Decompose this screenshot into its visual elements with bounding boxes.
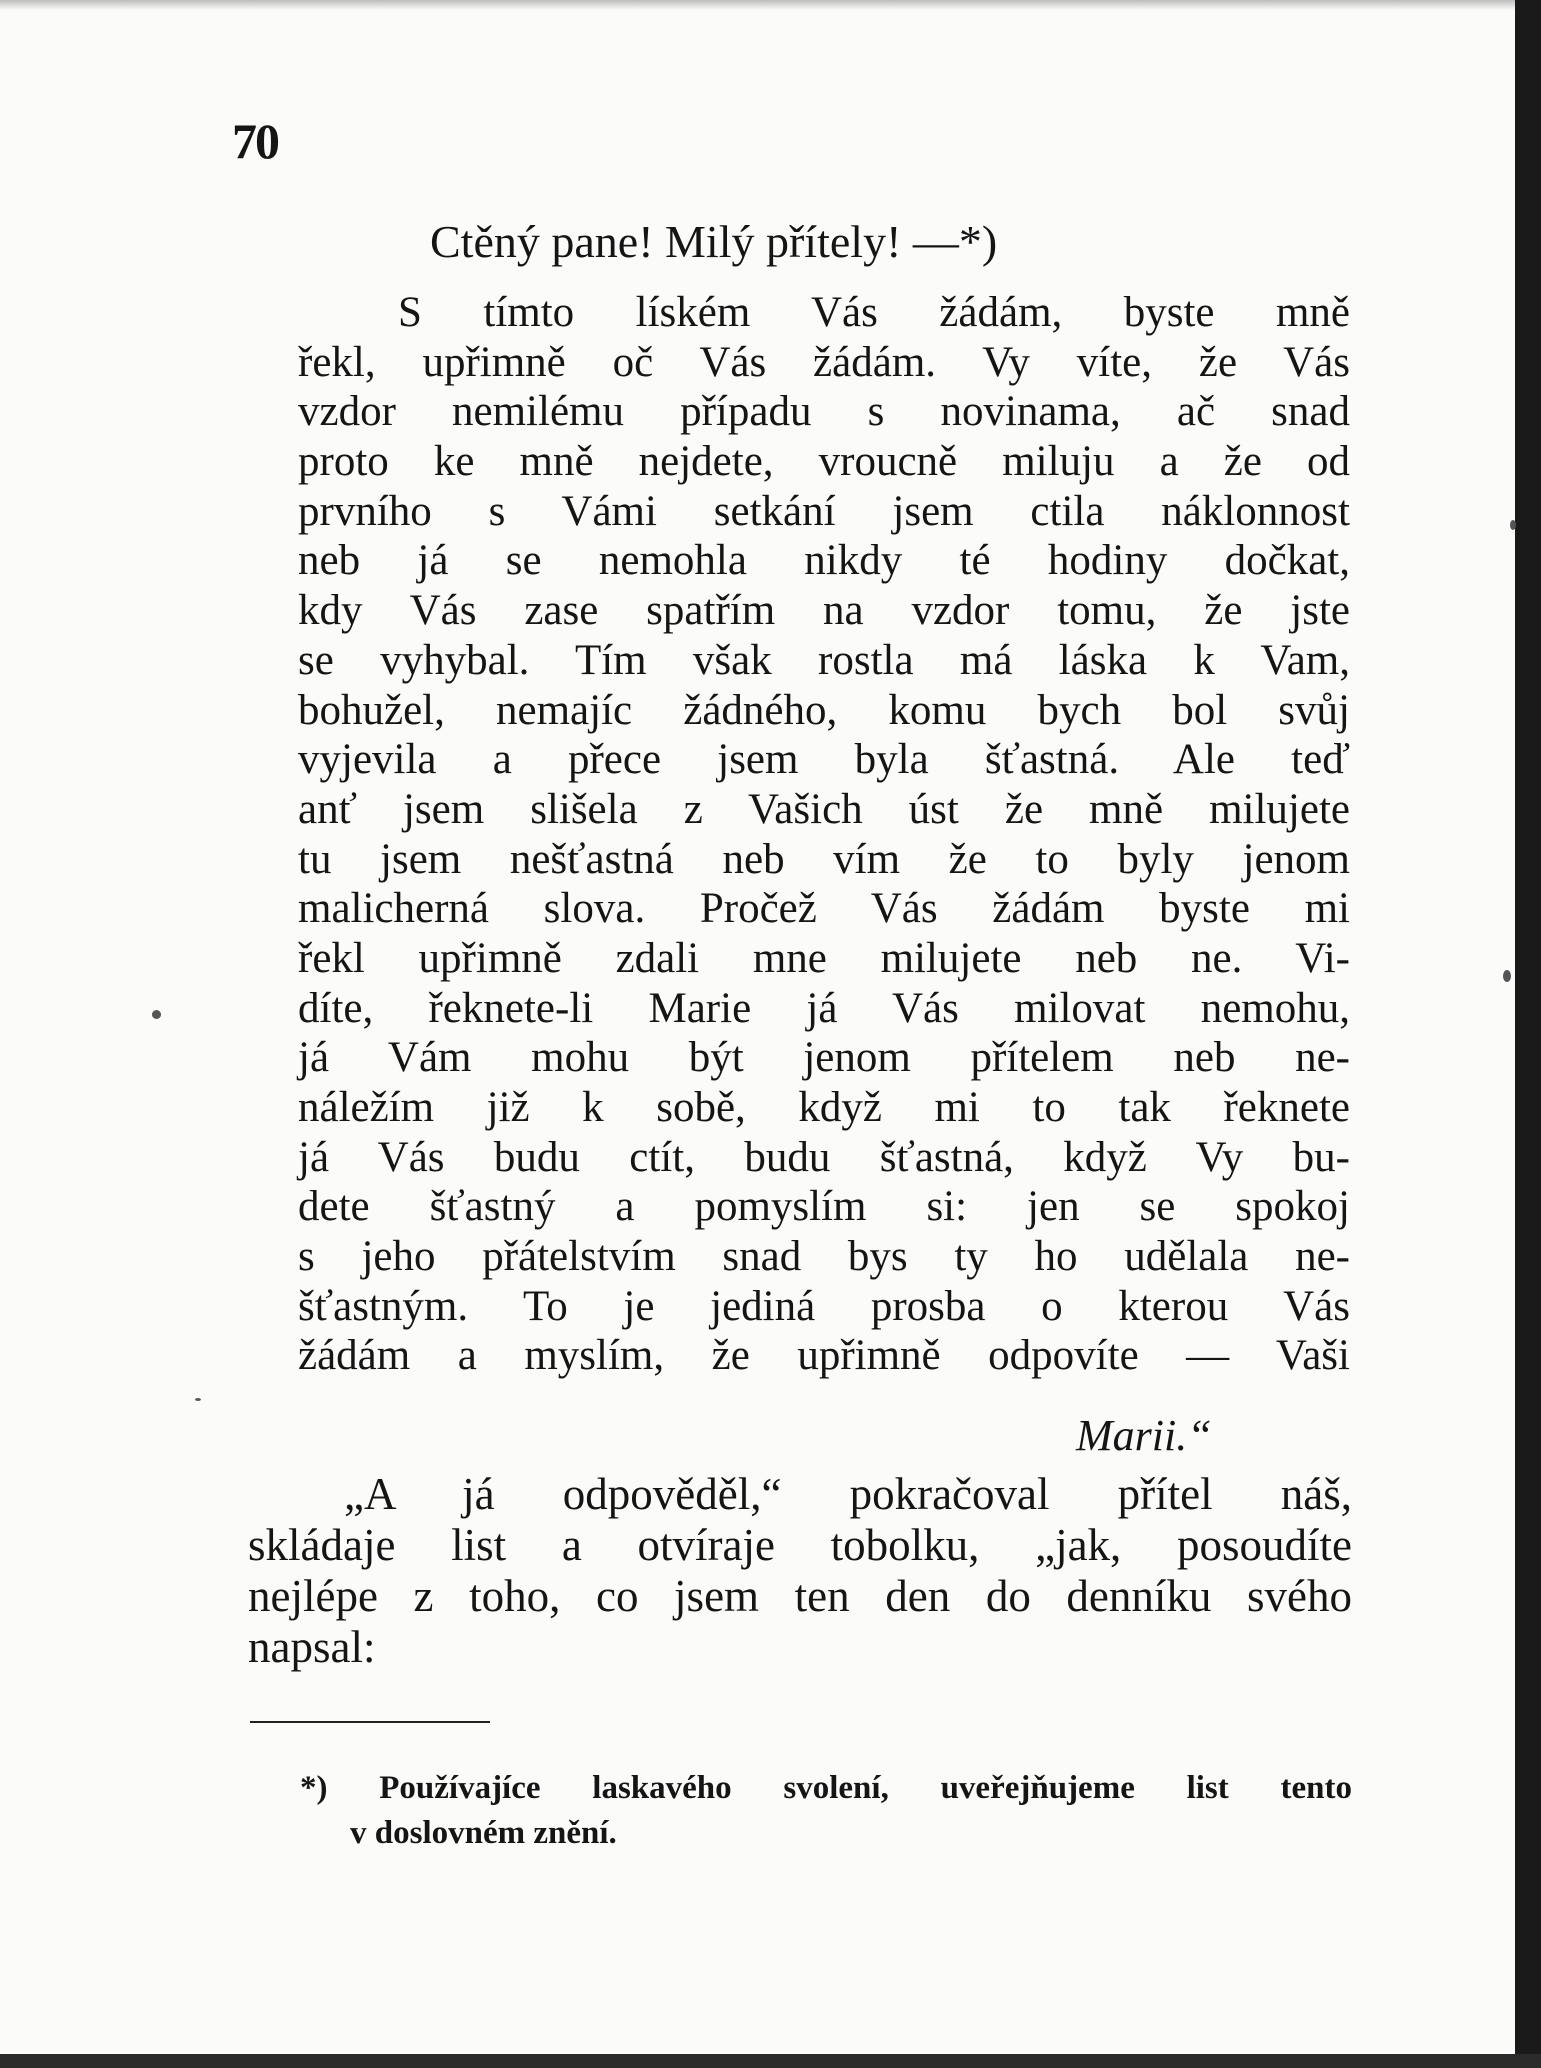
footnote-line: *) Používajíce laskavého svolení, uveřejňujeme list tento <box>300 1770 1352 1806</box>
scan-speck <box>1503 970 1511 982</box>
narrative-line: napsal: <box>248 1622 376 1672</box>
letter-line: S tímto líském Vás žádám, byste mně <box>398 289 1350 336</box>
scan-speck <box>152 1010 161 1019</box>
letter-signature: Marii.“ <box>1076 1411 1212 1460</box>
scan-speck <box>1510 520 1516 530</box>
narrative-line: skládaje list a otvíraje tobolku, „jak, posoudíte <box>248 1520 1352 1570</box>
letter-line: žádám a myslím, že upřimně odpovíte — Vaši <box>298 1332 1350 1380</box>
letter-line: já Vás budu ctít, budu šťastná, když Vy bu- <box>298 1133 1350 1181</box>
letter-line: malicherná slova. Pročež Vás žádám byste mi <box>298 885 1350 933</box>
letter-line: neb já se nemohla nikdy té hodiny dočkat, <box>298 537 1350 585</box>
letter-line: anť jsem slišela z Vašich úst že mně milujete <box>298 785 1350 833</box>
footnote-divider <box>250 1721 490 1723</box>
scan-edge-top <box>0 0 1541 10</box>
letter-line: díte, řeknete-li Marie já Vás milovat nemohu, <box>298 984 1350 1032</box>
letter-line: s jeho přátelstvím snad bys ty ho udělala ne- <box>298 1233 1350 1281</box>
letter-line: vzdor nemilému případu s novinama, ač snad <box>298 388 1350 436</box>
letter-body <box>298 288 1350 1381</box>
letter-line: dete šťastný a pomyslím si: jen se spokoj <box>298 1183 1350 1231</box>
narrative-line: nejlépe z toho, co jsem ten den do denníku svého <box>248 1571 1352 1621</box>
letter-line: šťastným. To je jediná prosba o kterou Vás <box>298 1282 1350 1330</box>
scan-edge-right <box>1515 0 1541 2068</box>
letter-line: vyjevila a přece jsem byla šťastná. Ale teď <box>298 736 1350 784</box>
scan-speck <box>195 1398 201 1401</box>
footnote <box>300 1766 1352 1856</box>
letter-line: se vyhybal. Tím však rostla má láska k Vam, <box>298 636 1350 684</box>
letter-line: řekl, upřimně oč Vás žádám. Vy víte, že Vás <box>298 338 1350 386</box>
letter-salutation: Ctěný pane! Milý přítely! —*) <box>430 216 998 267</box>
letter-line: tu jsem nešťastná neb vím že to byly jenom <box>298 835 1350 883</box>
letter-line: kdy Vás zase spatřím na vzdor tomu, že jste <box>298 587 1350 635</box>
letter-line: náležím již k sobě, když mi to tak řeknete <box>298 1084 1350 1131</box>
letter-line: proto ke mně nejdete, vroucně miluju a že od <box>298 438 1350 486</box>
scan-edge-bottom <box>0 2054 1541 2068</box>
letter-line: já Vám mohu být jenom přítelem neb ne- <box>298 1034 1350 1082</box>
letter-line: prvního s Vámi setkání jsem ctila náklonnost <box>298 487 1350 535</box>
page-number: 70 <box>232 113 278 169</box>
narrative-paragraph <box>248 1469 1352 1673</box>
narrative-line: „A já odpověděl,“ pokračoval přítel náš, <box>344 1469 1352 1519</box>
letter-line: bohužel, nemajíc žádného, komu bych bol svůj <box>298 686 1350 734</box>
letter-line: řekl upřimně zdali mne milujete neb ne. Vi- <box>298 934 1350 982</box>
footnote-line: v doslovném znění. <box>350 1815 617 1851</box>
